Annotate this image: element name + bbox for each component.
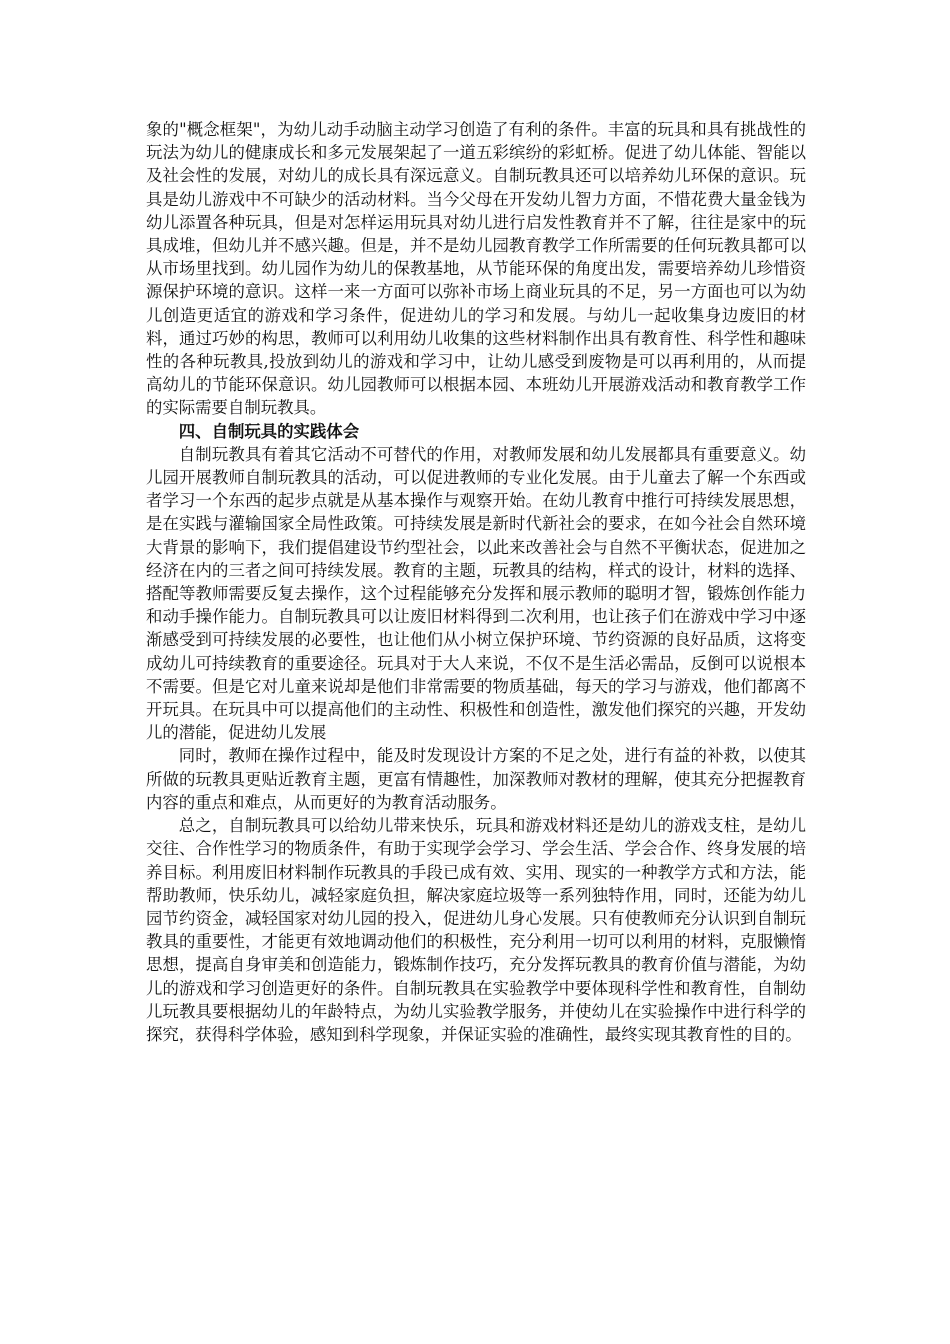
document-body <box>146 118 806 1046</box>
paragraph-practice: 自制玩教具有着其它活动不可替代的作用，对教师发展和幼儿发展都具有重要意义。幼儿园开展教师自制玩教具的活动，可以促进教师的专业化发展。由于儿童去了解一个东西或者学习一个东西的起步点就是从基本操作与观察开始。在幼儿教育中推行可持续发展思想，是在实践与灌输国家全局性政策。可持续发展是新时代新社会的要求，在如今社会自然环境大背景的影响下，我们提倡建设节约型社会，以此来改善社会与自然不平衡状态，促进加之经济在内的三者之间可持续发展。教育的主题，玩教具的结构，样式的设计，材料的选择、搭配等教师需要反复去操作，这个过程能够充分发挥和展示教师的聪明才智，锻炼创作能力和动手操作能力。自制玩教具可以让废旧材料得到二次利用，也让孩子们在游戏中学习中逐渐感受到可持续发展的必要性，也让他们从小树立保护环境、节约资源的良好品质，这将变成幼儿可持续教育的重要途径。玩具对于大人来说，不仅不是生活必需品，反倒可以说根本不需要。但是它对儿童来说却是他们非常需要的物质基础，每天的学习与游戏，他们都离不开玩具。在玩具中可以提高他们的主动性、积极性和创造性，激发他们探究的兴趣，开发幼儿的潜能，促进幼儿发展 <box>146 444 806 743</box>
section-heading-4: 四、自制玩具的实践体会 <box>178 421 360 441</box>
paragraph-teacher-operation: 同时，教师在操作过程中，能及时发现设计方案的不足之处，进行有益的补救，以使其所做的玩教具更贴近教育主题，更富有情趣性，加深教师对教材的理解，使其充分把握教育内容的重点和难点，从而更好的为教育活动服务。 <box>146 746 806 812</box>
paragraph-conclusion: 总之，自制玩教具可以给幼儿带来快乐，玩具和游戏材料还是幼儿的游戏支柱，是幼儿交往、合作性学习的物质条件，有助于实现学会学习、学会生活、学会合作、终身发展的培养目标。利用废旧材料制作玩教具的手段已成有效、实用、现实的一种教学方式和方法，能帮助教师，快乐幼儿，减轻家庭负担，解决家庭垃圾等一系列独特作用，同时，还能为幼儿园节约资金，减轻国家对幼儿园的投入，促进幼儿身心发展。只有使教师充分认识到自制玩教具的重要性，才能更有效地调动他们的积极性，充分利用一切可以利用的材料，克服懒惰思想，提高自身审美和创造能力，锻炼制作技巧，充分发挥玩教具的教育价值与潜能，为幼儿的游戏和学习创造更好的条件。自制玩教具在实验教学中要体现科学性和教育性，自制幼儿玩教具要根据幼儿的年龄特点，为幼儿实验教学服务，并使幼儿在实验操作中进行科学的探究，获得科学体验，感知到科学现象，并保证实验的准确性，最终实现其教育性的目的。 <box>146 816 806 1044</box>
paragraph-continuation: 象的"概念框架"，为幼儿动手动脑主动学习创造了有利的条件。丰富的玩具和具有挑战性的玩法为幼儿的健康成长和多元发展架起了一道五彩缤纷的彩虹桥。促进了幼儿体能、智能以及社会性的发展，对幼儿的成长具有深远意义。自制玩教具还可以培养幼儿环保的意识。玩具是幼儿游戏中不可缺少的活动材料。当今父母在开发幼儿智力方面，不惜花费大量金钱为幼儿添置各种玩具，但是对怎样运用玩具对幼儿进行启发性教育并不了解，往往是家中的玩具成堆，但幼儿并不感兴趣。但是，并不是幼儿园教育教学工作所需要的任何玩教具都可以从市场里找到。幼儿园作为幼儿的保教基地，从节能环保的角度出发，需要培养幼儿珍惜资源保护环境的意识。这样一来一方面可以弥补市场上商业玩具的不足，另一方面也可以为幼儿创造更适宜的游戏和学习条件，促进幼儿的学习和发展。与幼儿一起收集身边废旧的材料，通过巧妙的构思，教师可以利用幼儿收集的这些材料制作出具有教育性、科学性和趣味性的各种玩教具,投放到幼儿的游戏和学习中，让幼儿感受到废物是可以再利用的，从而提高幼儿的节能环保意识。幼儿园教师可以根据本园、本班幼儿开展游戏活动和教育教学工作的实际需要自制玩教具。 <box>146 120 806 418</box>
